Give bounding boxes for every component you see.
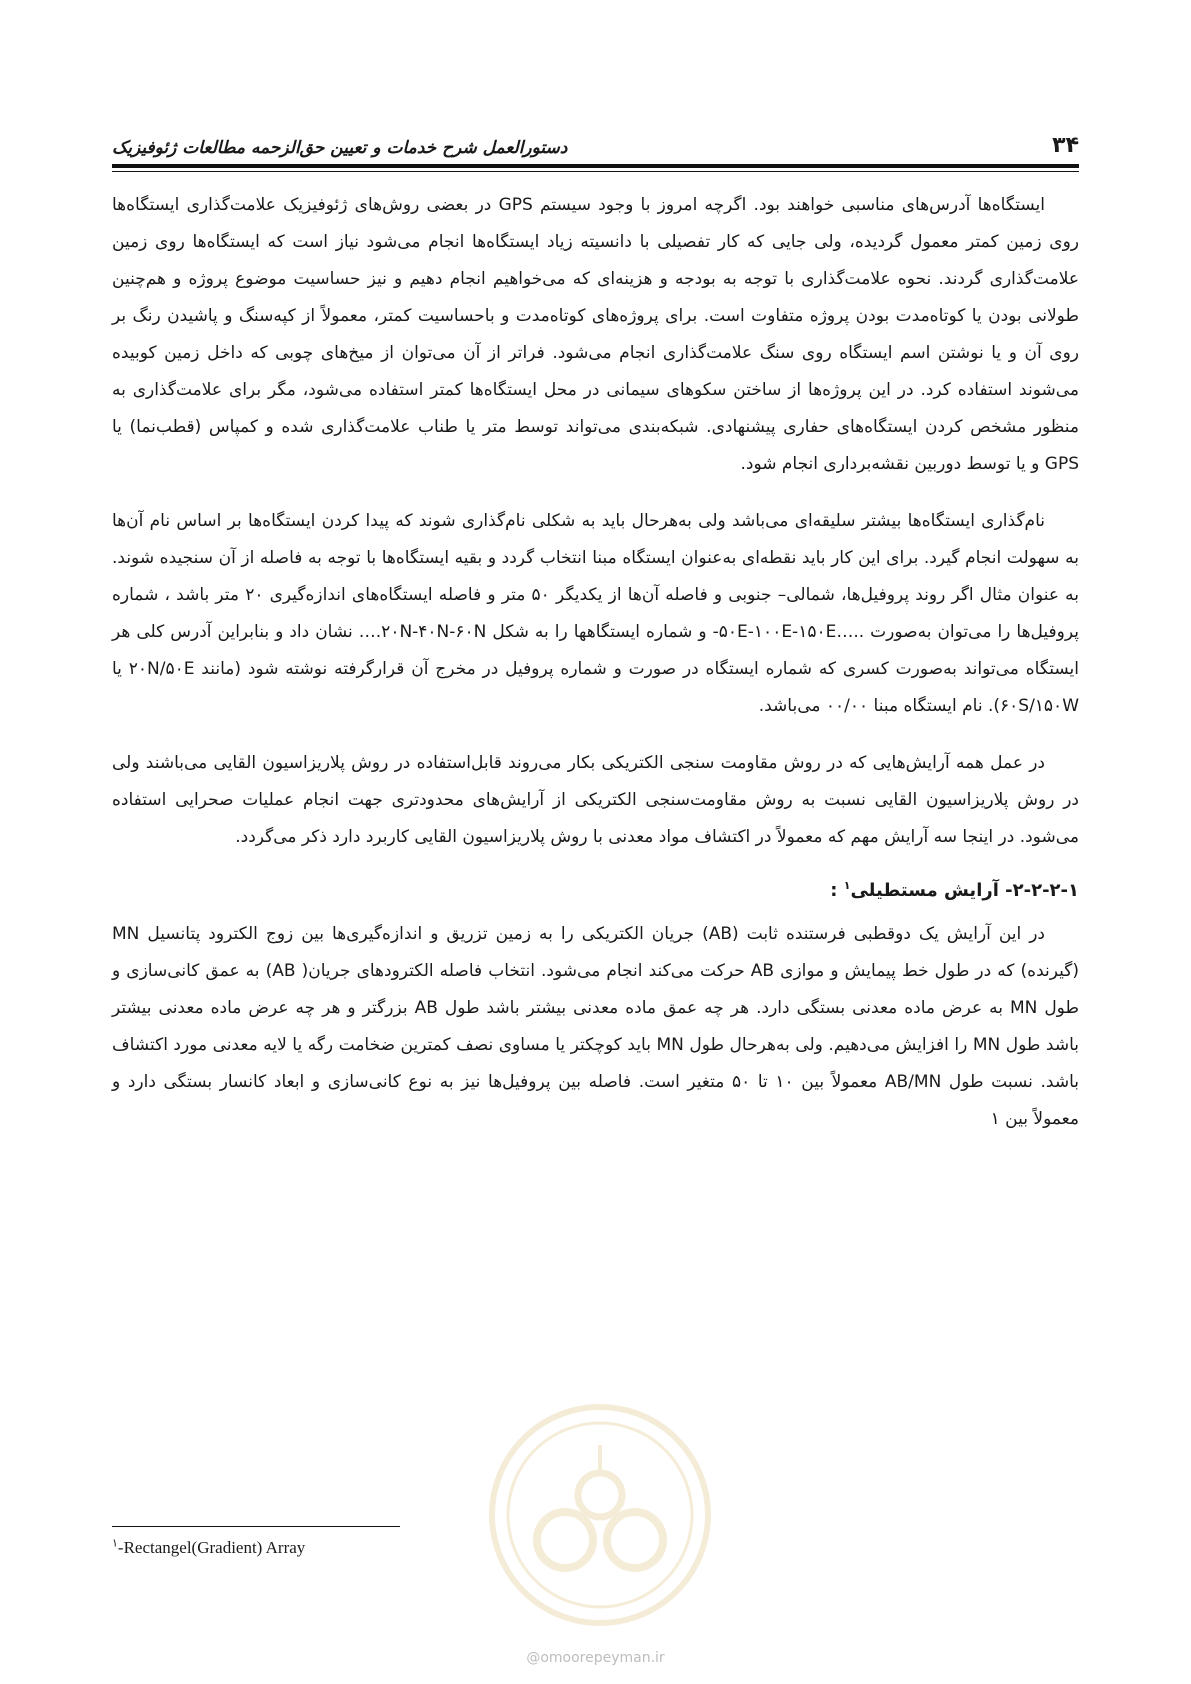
section-heading-text: ۲-۲-۲-۱- آرایش مستطیلی [850,880,1079,901]
section-heading-suffix: : [830,880,844,901]
footnote-rule [112,1526,400,1527]
running-title: دستورالعمل شرح خدمات و تعیین حق‌الزحمه مطالعات ژئوفیزیک [112,138,568,158]
header-rule-thin [112,171,1079,172]
footnote-number: ۱ [112,1537,118,1550]
watermark-url: @omoorepeyman.ir [526,1650,665,1666]
paragraph-ip-arrays: در عمل همه آرایش‌هایی که در روش مقاومت سنجی الکتریکی بکار می‌روند قابل‌استفاده در روش پلاریزاسیون القایی می‌باشند ولی در روش پلاریزاسیون القایی نسبت به روش مقاومت‌سنجی الکتریکی از آرایش‌های محدودتری جهت انجام عملیات صحرایی استفاده می‌شود. در اینجا سه آرایش مهم که معمولاً در اکتشاف مواد معدنی با روش پلاریزاسیون القایی کاربرد دارد ذکر می‌گردد. [112,753,1079,847]
section-heading [112,876,1079,906]
footnote-text: -Rectangel(Gradient) Array [117,1538,306,1557]
paragraph-rectangle-array: در این آرایش یک دوقطبی فرستنده ثابت (AB) جریان الکتریکی را به زمین تزریق و اندازه‌گیری‌ها بین زوج الکترود پتانسیل MN (گیرنده) که در طول خط پیمایش و موازی AB حرکت می‌کند انجام می‌شود. انتخاب فاصله الکترودهای جریان( AB) به عمق کانی‌سازی و طول MN به عرض ماده معدنی بستگی دارد. هر چه عمق ماده معدنی بیشتر باشد طول AB بزرگتر و هر چه عرض ماده معدنی بیشتر باشد طول MN را افزایش می‌دهیم. ولی به‌هرحال طول MN باید کوچکتر یا مساوی نصف کمترین ضخامت رگه یا لایه معدنی مورد اکتشاف باشد. نسبت طول AB/MN معمولاً بین ۱۰ تا ۵۰ متغیر است. فاصله بین پروفیل‌ها نیز به نوع کانی‌سازی و ابعاد کانسار بستگی دارد و معمولاً بین ۱ [112,924,1079,1129]
header-rule-thick [112,164,1079,168]
page-number: ۳۴ [1052,133,1079,158]
footnote [112,1536,305,1560]
paragraph-station-naming: نام‌گذاری ایستگاه‌ها بیشتر سلیقه‌ای می‌باشد ولی به‌هرحال باید به شکلی نام‌گذاری شوند که پیدا کردن ایستگاه‌ها بر اساس نام آن‌ها به سهولت انجام گیرد. برای این کار باید نقطه‌ای به‌عنوان ایستگاه مبنا انتخاب گردد و بقیه ایستگاه‌ها با توجه به فاصله از آن سنجیده شوند. به عنوان مثال اگر روند پروفیل‌ها، شمالی– جنوبی و فاصله آن‌ها از یکدیگر ۵۰ متر و فاصله ایستگاه‌های اندازه‌گیری ۲۰ متر باشد ، شماره پروفیل‌ها را می‌توان به‌صورت ‎-۵۰E-۱۰۰E-۱۵۰E…..‎ و شماره ایستگاهها را به شکل ‎….۲۰N-۴۰N-۶۰N‎ نشان داد و بنابراین آدرس کلی هر ایستگاه می‌تواند به‌صورت کسری که شماره ایستگاه در صورت و شماره پروفیل در مخرج آن قرارگرفته نوشته شود (مانند ‎۲۰N/۵۰E‎ یا ‎۶۰S/۱۵۰W‎). نام ایستگاه مبنا ۰۰/۰۰ می‌باشد. [112,511,1079,716]
seal-watermark-icon [485,1400,715,1630]
footnote-mark: ۱ [843,879,851,892]
paragraph-station-marking: ایستگاه‌ها آدرس‌های مناسبی خواهند بود. اگرچه امروز با وجود سیستم GPS در بعضی روش‌های ژئوفیزیک علامت‌گذاری ایستگاه‌ها روی زمین کمتر معمول گردیده، ولی جایی که کار تفصیلی با دانسیته زیاد ایستگاه‌ها انجام می‌شود نیاز است که ایستگاه‌ها روی زمین علامت‌گذاری گردند. نحوه علامت‌گذاری با توجه به بودجه و هزینه‌ای که می‌خواهیم انجام دهیم و نیز حساسیت موضوع پروژه و هم‌چنین طولانی بودن یا کوتاه‌مدت بودن پروژه متفاوت است. برای پروژه‌های کوتاه‌مدت و باحساسیت کمتر، معمولاً از کپه‌سنگ و پاشیدن رنگ بر روی آن و یا نوشتن اسم ایستگاه روی سنگ علامت‌گذاری انجام می‌شود. فراتر از آن می‌توان از میخ‌های چوبی که داخل زمین کوبیده می‌شوند استفاده کرد. در این پروژه‌ها از ساختن سکوهای سیمانی در محل ایستگاه‌ها کمتر استفاده می‌شود، مگر برای علامت‌گذاری به منظور مشخص کردن ایستگاه‌های حفاری پیشنهادی. شبکه‌بندی می‌تواند توسط متر یا طناب علامت‌گذاری شده و کمپاس (قطب‌نما) یا GPS و یا توسط دوربین نقشه‌برداری انجام شود. [112,195,1079,474]
page-header [112,128,1079,158]
body-text [112,187,1079,1138]
